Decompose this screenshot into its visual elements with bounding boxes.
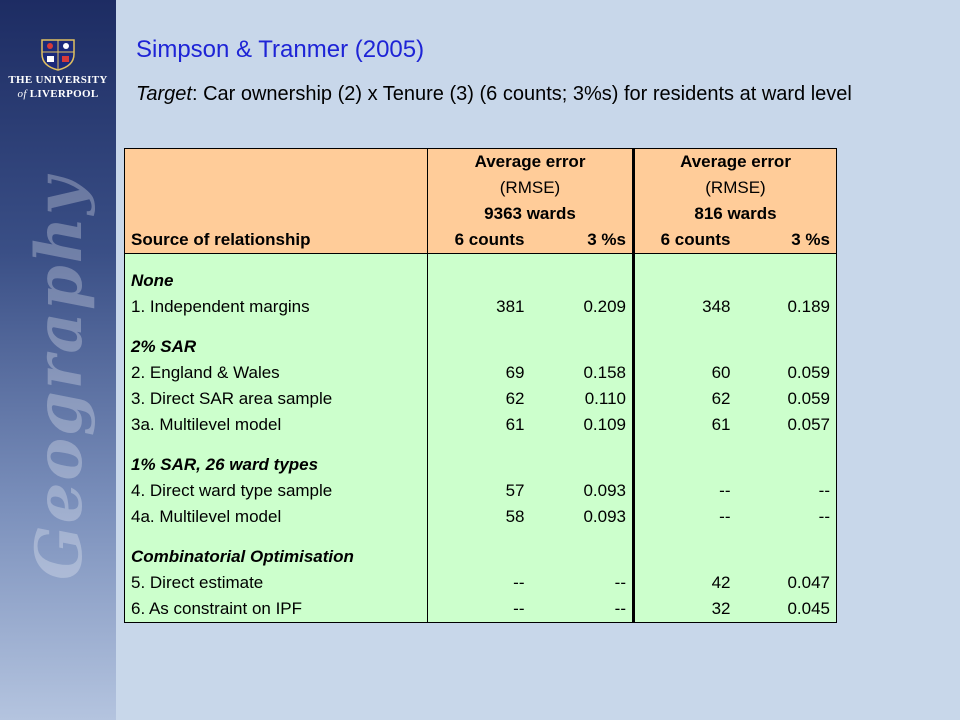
university-of: of	[17, 88, 27, 100]
cell-pct-816: 0.189	[737, 294, 837, 320]
cell-counts-816: 60	[634, 360, 737, 386]
row-label: 3a. Multilevel model	[125, 412, 428, 438]
cell-pct-9363: 0.110	[531, 386, 634, 412]
cell-pct-9363: 0.158	[531, 360, 634, 386]
spacer-row	[125, 438, 837, 452]
table-header	[125, 149, 837, 254]
table-row	[125, 478, 837, 504]
header-counts-2: 6 counts	[634, 227, 737, 254]
row-label: 5. Direct estimate	[125, 570, 428, 596]
cell-counts-9363: 58	[428, 504, 531, 530]
cell-pct-9363: 0.093	[531, 478, 634, 504]
spacer-row	[125, 254, 837, 269]
spacer-row	[125, 530, 837, 544]
university-name-line1: THE UNIVERSITY	[8, 74, 108, 86]
cell-pct-816: 0.057	[737, 412, 837, 438]
cell-pct-816: --	[737, 504, 837, 530]
cell-pct-816: 0.059	[737, 360, 837, 386]
header-group-9363: Average error	[428, 149, 634, 176]
cell-pct-816: --	[737, 478, 837, 504]
cell-pct-816: 0.045	[737, 596, 837, 623]
header-scope-2: 816 wards	[634, 201, 837, 227]
cell-counts-816: 32	[634, 596, 737, 623]
row-label: 3. Direct SAR area sample	[125, 386, 428, 412]
header-counts-1: 6 counts	[428, 227, 531, 254]
header-metric-1: (RMSE)	[428, 175, 634, 201]
table-body	[125, 254, 837, 623]
cell-counts-9363: 381	[428, 294, 531, 320]
cell-pct-9363: 0.209	[531, 294, 634, 320]
section-header-row	[125, 334, 837, 360]
header-source-column: Source of relationship	[125, 227, 428, 254]
section-title: None	[125, 268, 428, 294]
header-pct-2: 3 %s	[737, 227, 837, 254]
table-row	[125, 570, 837, 596]
section-title: Combinatorial Optimisation	[125, 544, 428, 570]
cell-pct-816: 0.059	[737, 386, 837, 412]
cell-pct-816: 0.047	[737, 570, 837, 596]
row-label: 1. Independent margins	[125, 294, 428, 320]
cell-counts-9363: 61	[428, 412, 531, 438]
header-group-816: Average error	[634, 149, 837, 176]
subtitle-label: Target	[136, 83, 192, 105]
row-label: 4a. Multilevel model	[125, 504, 428, 530]
section-header-row	[125, 268, 837, 294]
university-crest-icon	[36, 36, 80, 72]
cell-pct-9363: --	[531, 570, 634, 596]
cell-counts-9363: 69	[428, 360, 531, 386]
slide-subtitle	[136, 80, 854, 108]
row-label: 6. As constraint on IPF	[125, 596, 428, 623]
section-header-row	[125, 452, 837, 478]
university-city: LIVERPOOL	[29, 88, 99, 100]
cell-pct-9363: 0.109	[531, 412, 634, 438]
table-row	[125, 294, 837, 320]
header-metric-2: (RMSE)	[634, 175, 837, 201]
section-title: 2% SAR	[125, 334, 428, 360]
cell-counts-9363: 62	[428, 386, 531, 412]
cell-counts-816: 62	[634, 386, 737, 412]
header-scope-1: 9363 wards	[428, 201, 634, 227]
cell-counts-9363: 57	[428, 478, 531, 504]
slide-title: Simpson & Tranmer (2005)	[136, 36, 425, 63]
header-pct-1: 3 %s	[531, 227, 634, 254]
table-row	[125, 412, 837, 438]
cell-counts-816: 348	[634, 294, 737, 320]
cell-counts-9363: --	[428, 570, 531, 596]
table-row	[125, 504, 837, 530]
cell-pct-9363: 0.093	[531, 504, 634, 530]
section-header-row	[125, 544, 837, 570]
cell-pct-9363: --	[531, 596, 634, 623]
row-label: 2. England & Wales	[125, 360, 428, 386]
cell-counts-9363: --	[428, 596, 531, 623]
table-row	[125, 360, 837, 386]
results-table	[124, 148, 837, 623]
cell-counts-816: --	[634, 504, 737, 530]
sidebar	[0, 0, 116, 720]
table-row	[125, 386, 837, 412]
section-title: 1% SAR, 26 ward types	[125, 452, 428, 478]
row-label: 4. Direct ward type sample	[125, 478, 428, 504]
cell-counts-816: 61	[634, 412, 737, 438]
cell-counts-816: 42	[634, 570, 737, 596]
department-wordmark: Geography	[22, 175, 97, 580]
university-name-line2	[0, 88, 116, 100]
cell-counts-816: --	[634, 478, 737, 504]
spacer-row	[125, 320, 837, 334]
subtitle-text: : Car ownership (2) x Tenure (3) (6 counts; 3%s) for residents at ward level	[191, 83, 852, 105]
table-row	[125, 596, 837, 623]
